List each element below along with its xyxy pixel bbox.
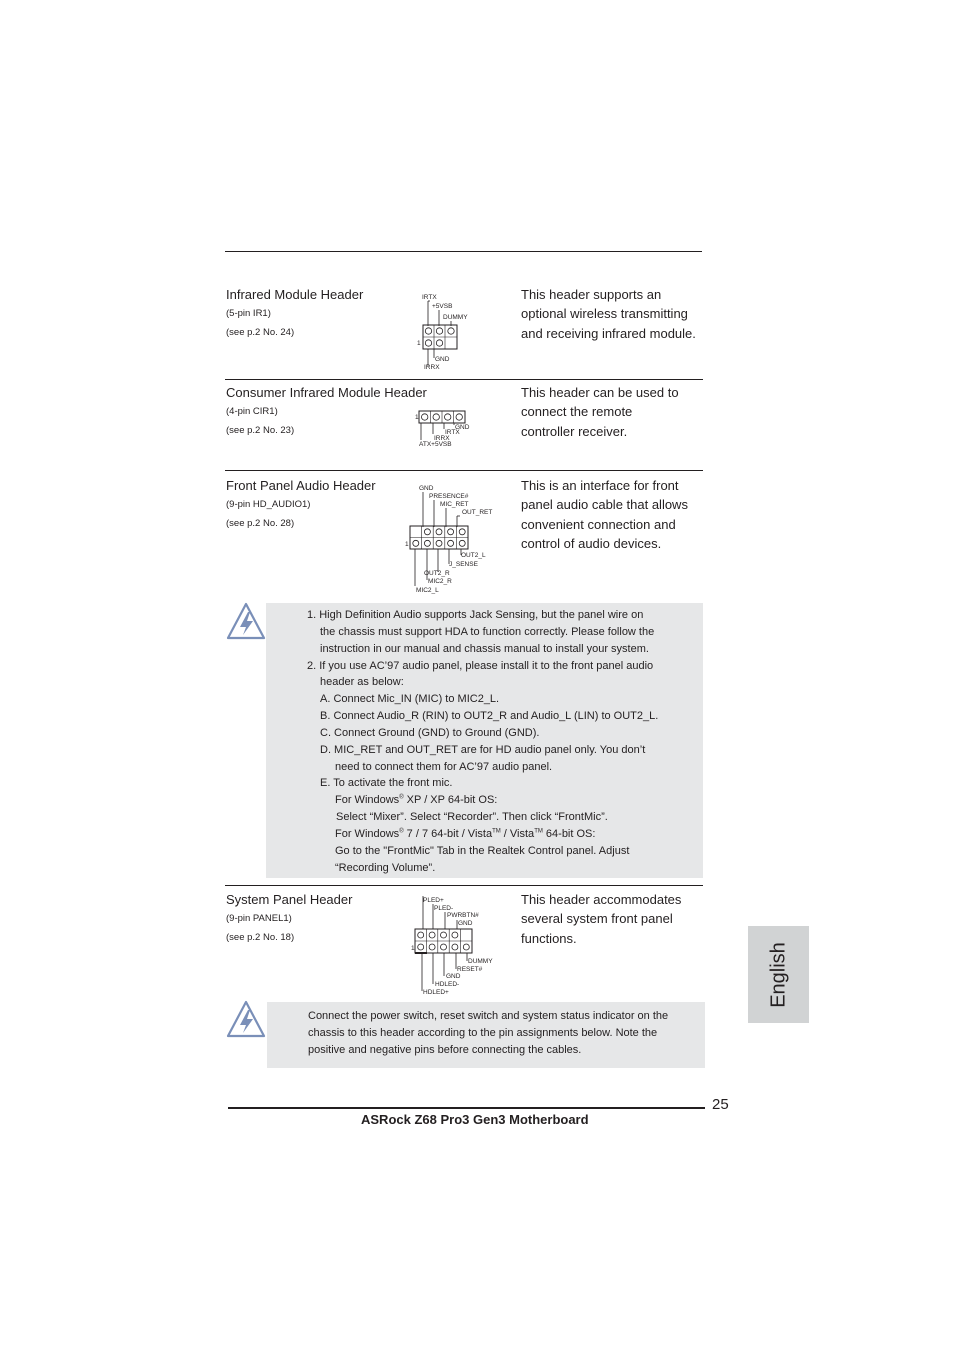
note-line: 2. If you use AC’97 audio panel, please install it to the front panel audio [307, 660, 654, 672]
description-line: This header can be used to [521, 385, 679, 400]
page-ref: (see p.2 No. 23) [226, 425, 295, 436]
pin-label: PWRBTN# [447, 912, 479, 919]
note-line: Connect the power switch, reset switch and system status indicator on the [308, 1010, 669, 1022]
pin-one-label: 1 [405, 541, 409, 548]
pin-label: PLED- [434, 905, 454, 912]
page-ref: (see p.2 No. 18) [226, 932, 295, 943]
pin-label: PLED+ [423, 897, 444, 904]
trademark-mark: TM [492, 828, 501, 835]
registered-mark: ® [399, 828, 404, 835]
description-line: optional wireless transmitting [521, 306, 688, 322]
section-description [521, 476, 688, 553]
note-line: instruction in our manual and chassis manual to install your system. [320, 643, 649, 655]
pin-label: HDLED+ [423, 989, 449, 996]
note-line: “Recording Volume”. [335, 862, 436, 874]
section-title: Infrared Module Header [226, 287, 364, 302]
pin-label: IRRX [424, 364, 440, 371]
description-line: This header supports an [521, 287, 662, 302]
pin-label: HDLED- [435, 981, 460, 988]
top-rule [225, 251, 702, 252]
section-description [521, 383, 679, 441]
note-line: 1. High Definition Audio supports Jack Sensing, but the panel wire on [307, 609, 644, 621]
pin-label: OUT2_L [461, 552, 486, 559]
cir1-pin-diagram [410, 406, 480, 450]
note-line: chassis to this header according to the pin assignments below. Note the [308, 1027, 658, 1039]
description-line: and receiving infrared module. [521, 325, 696, 341]
description-line: several system front panel [521, 911, 673, 927]
description-line: connect the remote [521, 404, 633, 420]
description-line: control of audio devices. [521, 535, 662, 551]
pin-label: MIC2_R [428, 578, 452, 585]
pin-label: GND [446, 973, 461, 980]
text-fragment: For Windows [335, 828, 400, 840]
model-label: (9-pin HD_AUDIO1) [226, 499, 311, 510]
pin-one-label: 1 [411, 945, 415, 952]
description-line: This is an interface for front [521, 478, 679, 493]
page-ref: (see p.2 No. 28) [226, 518, 295, 529]
pin-label: MIC2_L [416, 587, 439, 594]
description-line: panel audio cable that allows [521, 497, 688, 513]
text-fragment: / Vista [500, 828, 535, 840]
section-description [521, 890, 681, 948]
pin-label: +5VSB [432, 303, 453, 310]
caution-icon [225, 601, 267, 641]
pin-label: DUMMY [468, 958, 493, 965]
note-line: Go to the "FrontMic" Tab in the Realtek Control panel. Adjust [335, 845, 630, 857]
language-tab [748, 926, 809, 1023]
pin-label: IRTX [445, 429, 460, 436]
note-line: E. To activate the front mic. [320, 777, 453, 789]
pin-label: MIC_RET [440, 501, 469, 508]
note-line: need to connect them for AC’97 audio panel. [335, 761, 553, 773]
pin-label: RESET# [457, 966, 483, 973]
text-fragment: XP / XP 64-bit OS: [403, 794, 498, 806]
page-ref: (see p.2 No. 24) [226, 327, 295, 338]
model-label: (5-pin IR1) [226, 308, 271, 319]
pin-label: OUT_RET [462, 509, 493, 516]
note-line: A. Connect Mic_IN (MIC) to MIC2_L. [320, 693, 500, 705]
trademark-mark: TM [534, 828, 543, 835]
caution-icon [225, 999, 267, 1039]
section-divider [225, 885, 703, 886]
footer-rule [228, 1107, 705, 1109]
note-line: D. MIC_RET and OUT_RET are for HD audio panel only. You don’t [320, 744, 646, 756]
note-line: header as below: [320, 676, 404, 688]
pin-label: OUT2_R [424, 570, 450, 577]
description-line: convenient connection and [521, 516, 676, 532]
pin-label: GND [458, 920, 473, 927]
section-title: Front Panel Audio Header [226, 478, 376, 493]
description-line: controller receiver. [521, 423, 628, 439]
ir1-pin-diagram [412, 290, 482, 372]
model-label: (4-pin CIR1) [226, 406, 278, 417]
section-title: System Panel Header [226, 892, 353, 907]
registered-mark: ® [399, 794, 404, 801]
footer-product: ASRock Z68 Pro3 Gen3 Motherboard [361, 1112, 589, 1127]
pin-label: DUMMY [443, 314, 468, 321]
note-line: C. Connect Ground (GND) to Ground (GND). [320, 727, 540, 739]
pin-label: GND [435, 356, 450, 363]
section-description [521, 285, 696, 343]
pin-one-label: 1 [415, 414, 419, 421]
pin-label: GND [419, 485, 434, 492]
pin-label: PRESENCE# [429, 493, 469, 500]
text-fragment: For Windows [335, 794, 400, 806]
note-line-windows-xp [335, 794, 497, 806]
hd-audio-pin-diagram [402, 482, 502, 596]
description-line: This header accommodates [521, 892, 682, 907]
pin-one-label: 1 [417, 340, 421, 347]
note-line: positive and negative pins before connecting the cables. [308, 1044, 582, 1056]
pin-label: GND [455, 424, 470, 431]
section-divider [225, 379, 703, 380]
pin-label: ATX+5VSB [419, 441, 452, 448]
pin-label: J_SENSE [449, 561, 478, 568]
note-line: the chassis must support HDA to function correctly. Please follow the [320, 626, 655, 638]
pin-label: IRRX [434, 435, 450, 442]
note-line-windows-7 [335, 828, 595, 840]
description-line: functions. [521, 930, 577, 946]
page-number: 25 [712, 1096, 729, 1113]
panel1-pin-diagram [410, 893, 500, 997]
model-label: (9-pin PANEL1) [226, 913, 292, 924]
text-fragment: 7 / 7 64-bit / Vista [403, 828, 493, 840]
text-fragment: 64-bit OS: [542, 828, 596, 840]
language-tab-label: English [767, 941, 789, 1008]
section-title: Consumer Infrared Module Header [226, 385, 427, 400]
pin-label: IRTX [422, 294, 437, 301]
note-line: B. Connect Audio_R (RIN) to OUT2_R and Audio_L (LIN) to OUT2_L. [320, 710, 659, 722]
note-line: Select “Mixer”. Select “Recorder”. Then click “FrontMic”. [336, 811, 608, 823]
section-divider [225, 470, 703, 471]
